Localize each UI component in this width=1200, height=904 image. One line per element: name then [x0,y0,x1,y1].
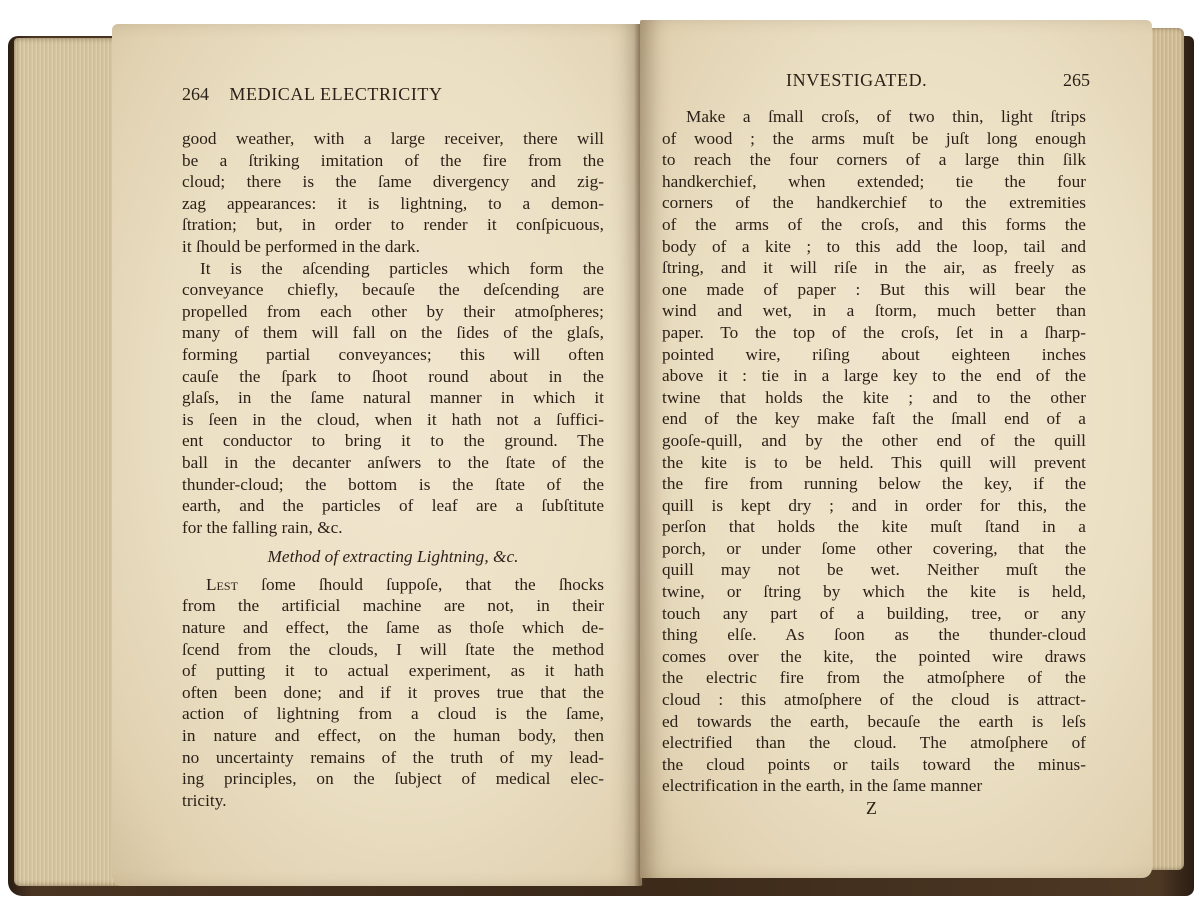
left-paragraph-1 [182,128,604,258]
text-line: to reach the four corners of a large thin ſilk [662,150,1086,170]
text-line: cloud : this atmoſphere of the cloud is attract- [662,690,1086,710]
text-line: the fire from running below the key, if the [662,474,1086,494]
text-line: earth, and the particles of leaf are a ſubſtitute [182,496,604,516]
text-line: conveyance chiefly, becauſe the deſcending are [182,280,604,300]
left-paragraph-2 [182,258,604,539]
text-line: the kite is to be held. This quill will prevent [662,452,1086,472]
text-line: gooſe-quill, and by the other end of the quill [662,430,1086,450]
text-line: electrified than the cloud. The atmoſphere of [662,733,1086,753]
left-page-header [182,84,443,105]
text-line: ſtring, and it will riſe in the air, as freely as [662,258,1086,278]
text-line: quill is kept dry ; and in order for this, the [662,495,1086,515]
right-paragraph [662,106,1086,797]
text-line: ed towards the earth, becauſe the earth is leſs [662,711,1086,731]
page-edges-left [14,38,124,886]
right-page-number: 265 [1063,70,1090,90]
text-line: cauſe the ſpark to ſhoot round about in the [182,366,604,386]
text-line: twine, or ſtring by which the kite is held, [662,582,1086,602]
text-line: end of the key make faſt the ſmall end of a [662,409,1086,429]
text-line: comes over the kite, the pointed wire draws [662,646,1086,666]
text-line: the electric fire from the atmoſphere of the [662,668,1086,688]
text-line: no uncertainty remains of the truth of my lead- [182,747,604,767]
text-line: ſtration; but, in order to render it conſpicuous, [182,215,604,235]
text-line [182,574,604,596]
text-line: wind and wet, in a ſtorm, much better than [662,301,1086,321]
text-line: perſon that holds the kite muſt ſtand in a [662,517,1086,537]
text-line: action of lightning from a cloud is the ſame, [182,704,604,724]
text-line: of wood ; the arms muſt be juſt long enough [662,128,1086,148]
text-line: in nature and effect, on the human body, then [182,726,604,746]
right-page [640,20,1152,878]
text-line: tricity. [182,790,227,810]
text-line: ent conductor to bring it to the ground. The [182,431,604,451]
text-line: pointed wire, riſing about eighteen inches [662,344,1086,364]
text-line: handkerchief, when extended; tie the four [662,171,1086,191]
left-page-number: 264 [182,84,209,104]
text-line: for the falling rain, &c. [182,517,343,537]
text-line: often been done; and if it proves true that the [182,682,604,702]
text-line: touch any part of a building, tree, or any [662,603,1086,623]
text-line: paper. To the top of the croſs, ſet in a ſharp- [662,322,1086,342]
text-line: is ſeen in the cloud, when it hath not a ſuffici- [182,409,604,429]
right-page-body [662,106,1086,797]
text-line: glaſs, in the ſame natural manner in which it [182,388,604,408]
text-line: one made of paper : But this will bear the [662,279,1086,299]
open-book [8,10,1194,890]
text-line: good weather, with a large receiver, there will [182,129,604,148]
text-line: body of a kite ; to this add the loop, tail and [662,236,1086,256]
text-line: of putting it to actual experiment, as it hath [182,661,604,681]
text-line: quill may not be wet. Neither muſt the [662,560,1086,580]
text-line: twine that holds the kite ; and to the other [662,387,1086,407]
text-line: Make a ſmall croſs, of two thin, light ſtrips [686,107,1086,126]
right-running-head: INVESTIGATED. [786,70,928,90]
text-line-rest: ſome ſhould ſuppoſe, that the ſhocks [261,574,604,594]
text-line: corners of the handkerchief to the extremities [662,193,1086,213]
left-page [112,24,642,886]
text-line: ball in the decanter anſwers to the ſtate of the [182,452,604,472]
section-heading: Method of extracting Lightning, &c. [267,547,519,567]
text-line: the cloud points or tails toward the minus- [662,754,1086,774]
text-line: propelled from each other by their atmoſpheres; [182,301,604,321]
text-line: of the arms of the croſs, and this forms the [662,214,1086,234]
text-line: ſcend from the clouds, I will ſtate the method [182,639,604,659]
signature-mark: Z [866,798,877,818]
text-line: zag appearances: it is lightning, to a demon- [182,193,604,213]
text-line: porch, or under ſome other covering, that the [662,538,1086,558]
text-line: many of them will fall on the ſides of the glaſs, [182,323,604,343]
text-line: electrification in the earth, in the ſame manner [662,776,983,796]
left-page-body [182,128,604,811]
text-line: from the artificial machine are not, in their [182,596,604,616]
text-line: cloud; there is the ſame divergency and zig- [182,172,604,192]
text-line: thing elſe. As ſoon as the thunder-cloud [662,625,1086,645]
paragraph-first-word: Lest [206,574,239,594]
text-line: It is the aſcending particles which form the [200,258,604,278]
text-line: it ſhould be performed in the dark. [182,236,421,256]
text-line: be a ſtriking imitation of the fire from the [182,150,604,170]
text-line: above it : tie in a large key to the end of the [662,366,1086,386]
right-page-header [786,70,1090,91]
text-line: forming partial conveyances; this will often [182,344,604,364]
text-line: nature and effect, the ſame as thoſe which de- [182,618,604,638]
text-line: thunder-cloud; the bottom is the ſtate of the [182,474,604,494]
left-running-head: MEDICAL ELECTRICITY [229,84,443,104]
text-line: ing principles, on the ſubject of medical elec- [182,769,604,789]
left-paragraph-3 [182,574,604,812]
